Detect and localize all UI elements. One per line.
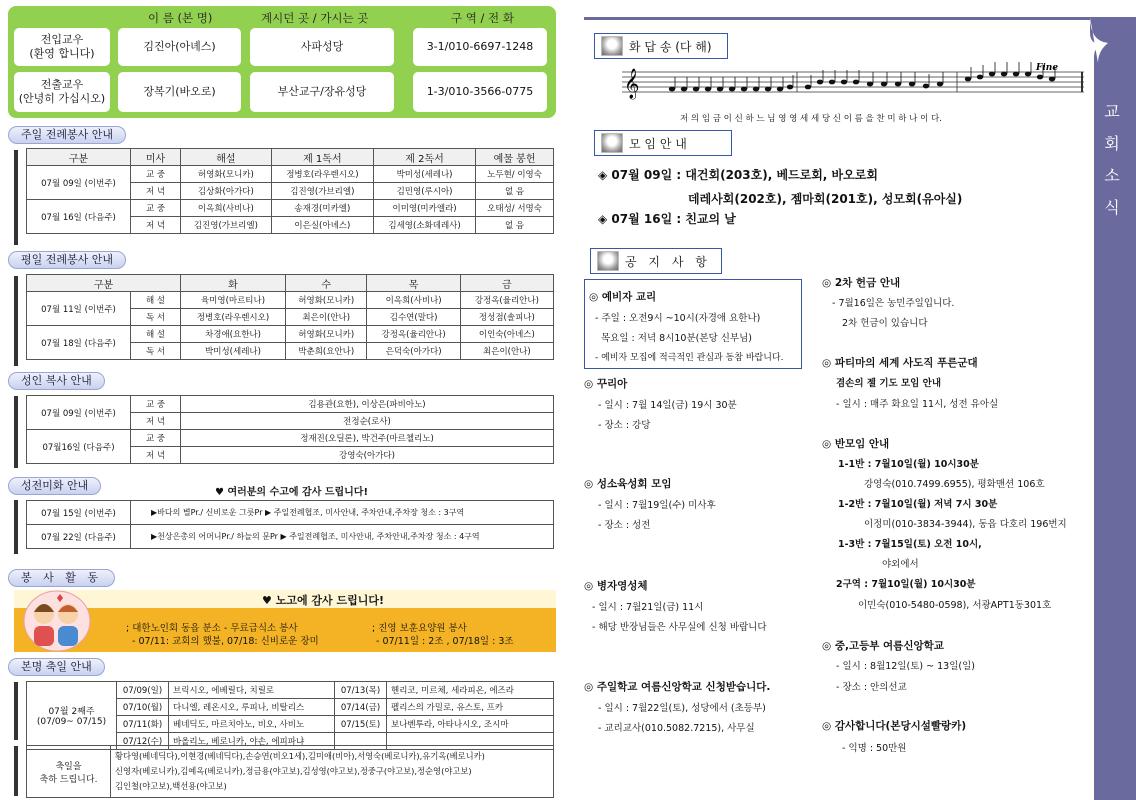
cell: 노두현/ 이영숙 xyxy=(476,166,554,183)
notice-line: - 일시 : 7월 14일(금) 19시 30분 xyxy=(598,400,737,411)
cell: 교 중 xyxy=(131,200,181,217)
cell: 박춘희(요안나) xyxy=(286,343,367,360)
notice-line: - 일시 : 7월19일(수) 미사후 xyxy=(598,500,716,511)
cell: 07월 22일 (다음주) xyxy=(27,525,131,549)
th: 해설 xyxy=(181,149,272,166)
sunday-title: 주일 전례봉사 안내 xyxy=(8,126,126,144)
note-head xyxy=(937,82,943,87)
cell: 07월 18일 (다음주) xyxy=(27,326,131,360)
cell: 김용관(요한), 이상은(파비아노) xyxy=(181,396,554,413)
notice-head: ◎ 꾸리아 xyxy=(584,378,628,390)
cell: 이옥희(사비나) xyxy=(181,200,272,217)
cell: 베네딕도, 마르치아노, 비오, 사비노 xyxy=(169,716,335,733)
divider xyxy=(14,500,18,554)
weekday-title: 평일 전례봉사 안내 xyxy=(8,251,126,269)
notice-line: 목요일 : 저녁 8시10분(본당 신부님) xyxy=(601,333,752,344)
cell: 해 설 xyxy=(131,292,181,309)
notice-line: - 예비자 모집에 적극적인 관심과 동참 바랍니다. xyxy=(595,353,784,363)
cell: 다니엘, 레온시오, 루피나, 비탈리스 xyxy=(169,699,335,716)
note-head xyxy=(717,87,723,92)
note-head xyxy=(1049,77,1055,82)
note-head xyxy=(909,82,915,87)
notice-line: - 7월16일은 농민주일입니다. xyxy=(832,298,955,309)
notice-line: 야외에서 xyxy=(882,559,919,570)
treble-clef-icon: 𝄞 xyxy=(624,69,640,99)
congrats-table xyxy=(26,745,554,798)
notice-line: - 장소 : 안의선교 xyxy=(836,682,907,693)
priest-icon xyxy=(601,36,623,56)
note-head xyxy=(693,87,699,92)
th: 예물 봉헌 xyxy=(476,149,554,166)
notice-line: - 일시 : 매주 화요일 11시, 성전 유아실 xyxy=(836,399,999,410)
notice-head: ◎ 병자영성체 xyxy=(584,580,648,592)
table-row xyxy=(27,525,554,549)
note-head xyxy=(705,87,711,92)
th: 금 xyxy=(460,275,553,292)
cell: 김진영(가브리엘) xyxy=(181,217,272,234)
notice-head: ◎ 파티마의 세계 사도직 푸른군대 xyxy=(822,357,978,369)
notice-tab xyxy=(590,248,722,274)
note-head xyxy=(681,87,687,92)
table-row xyxy=(27,682,554,699)
note-head xyxy=(753,87,759,92)
notice-line: 2차 헌금이 있습니다 xyxy=(842,318,928,329)
in-label: 전입교우 (환영 합니다) xyxy=(14,28,110,66)
notice-head: ◎ 성소육성회 모임 xyxy=(584,478,672,490)
transfer-box xyxy=(8,6,556,118)
clean-table xyxy=(26,500,554,549)
children-illustration-icon xyxy=(22,590,92,652)
notice-line: 이정미(010-3834-3944), 동읍 다호리 196번지 xyxy=(864,519,1067,530)
cell: 이은실(아녜스) xyxy=(271,217,373,234)
cell: 07월 11일 (이번주) xyxy=(27,292,131,326)
th: 수 xyxy=(286,275,367,292)
hymn-tab xyxy=(594,33,728,59)
cell: 이옥희(사비나) xyxy=(367,292,460,309)
cell: 펠리스의 가밀로, 유스토, 프카 xyxy=(387,699,554,716)
cell: 독 서 xyxy=(131,309,181,326)
cell: 이미영(미카엘라) xyxy=(373,200,475,217)
cell: 07월 15일 (이번주) xyxy=(27,501,131,525)
service-left-1: ; 대한노인회 동읍 분소 - 무료급식소 봉사 xyxy=(126,623,298,634)
cell: 없 음 xyxy=(476,217,554,234)
feast-names-line: 김인철(야고보),백선용(야고보) xyxy=(115,781,227,791)
in-contact: 3-1/010-6697-1248 xyxy=(413,28,547,66)
cell: 김세영(소화데레사) xyxy=(373,217,475,234)
th: 제 2독서 xyxy=(373,149,475,166)
th: 구분 xyxy=(27,275,181,292)
th: 구분 xyxy=(27,149,131,166)
note-head xyxy=(977,75,983,80)
cell: 07월 09일 (이번주) xyxy=(27,396,131,430)
cell: 차경애(요한나) xyxy=(181,326,286,343)
service-thanks: ♥ 노고에 감사 드립니다! xyxy=(262,594,384,607)
cell: 이인숙(아녜스) xyxy=(460,326,553,343)
feast-table xyxy=(26,681,554,750)
cell: 07/09(일) xyxy=(117,682,169,699)
note-head xyxy=(853,80,859,85)
feast-title: 본명 축일 안내 xyxy=(8,658,105,676)
note-head xyxy=(965,77,971,82)
vertical-char: 교 xyxy=(1104,102,1120,121)
cell: 저 녁 xyxy=(131,447,181,464)
vertical-char: 소 xyxy=(1104,166,1120,185)
note-head xyxy=(729,87,735,92)
service-left-2: - 07/11: 교회의 했불, 07/18: 신비로운 장미 xyxy=(132,636,319,647)
note-head xyxy=(817,80,823,85)
note-head xyxy=(841,80,847,85)
table-row xyxy=(27,430,554,447)
table-row xyxy=(27,292,554,309)
hymn-lyrics: 저 의 임 금 이 신 하 느 님 영 영 세 세 당 신 이 름 을 찬 미 하 나 이 다. xyxy=(680,114,942,124)
note-head xyxy=(881,82,887,87)
note-head xyxy=(1025,72,1031,77)
note-head xyxy=(989,72,995,77)
cell: 보나벤투라, 아타나시오, 조시마 xyxy=(387,716,554,733)
notice-line: 1-1반 : 7월10일(월) 10시30분 xyxy=(838,459,979,470)
notice-line: 겸손의 젤 기도 모임 안내 xyxy=(836,378,941,389)
table-row xyxy=(27,166,554,183)
service-right-1: ; 진영 보훈요양원 봉사 xyxy=(372,623,467,634)
service-box xyxy=(14,608,556,652)
notice-line: - 일시 : 7월21일(금) 11시 xyxy=(592,602,704,613)
note-head xyxy=(787,85,793,90)
meeting-title: 모 임 안 내 xyxy=(629,136,687,151)
notice-line: - 주일 : 오전9시 ~10시(자경애 요한나) xyxy=(595,313,761,324)
notice-head: ◎ 중,고등부 여름신앙학교 xyxy=(822,640,944,652)
cell: 전정순(로사) xyxy=(181,413,554,430)
notice-head: ◎ 예비자 교리 xyxy=(589,291,657,303)
meeting-line: ◈ 07월 16일 : 친교의 날 xyxy=(598,212,736,226)
fine-mark: Fine xyxy=(1036,63,1059,73)
feast-names-line: 황다영(베네딕다),이현경(베네딕다),손승연(비오1세),김미애(비아),서영숙(베로니카),유기옥(베로니카) xyxy=(115,751,485,761)
service-title: 봉 사 활 동 xyxy=(8,569,115,587)
in-place: 사파성당 xyxy=(250,28,394,66)
note-head xyxy=(1001,72,1007,77)
notice-head: ◎ 감사합니다(본당시설빨랑카) xyxy=(822,720,967,732)
cell: 육미영(마르티나) xyxy=(181,292,286,309)
note-head xyxy=(923,84,929,89)
notice-line: 1-3반 : 7월15일(토) 오전 10시, xyxy=(838,539,982,550)
cell: 교 중 xyxy=(131,396,181,413)
notice-head: ◎ 반모임 안내 xyxy=(822,438,890,450)
out-place: 부산교구/장유성당 xyxy=(250,72,394,112)
out-contact: 1-3/010-3566-0775 xyxy=(413,72,547,112)
note-head xyxy=(1013,72,1019,77)
notice-line: - 해당 반장님들은 사무실에 신청 바랍니다 xyxy=(592,622,767,633)
notice-line: - 장소 : 강당 xyxy=(598,420,651,431)
notice-line: 2구역 : 7월10일(월) 10시30분 xyxy=(836,579,976,590)
note-head xyxy=(1037,75,1043,80)
notice-line: - 장소 : 성전 xyxy=(598,520,651,531)
cell: 07/12(수) xyxy=(117,733,169,750)
catechumen-box xyxy=(584,279,802,369)
th: 미사 xyxy=(131,149,181,166)
note-head xyxy=(765,87,771,92)
cell: ▶바다의 별Pr./ 신비로운 그릇Pr ▶ 주일전례협조, 미사안내, 주차안내,주차장 청소 : 3구역 xyxy=(131,501,554,525)
service-right-2: - 07/11일 : 2조 , 07/18일 : 3조 xyxy=(376,636,514,647)
cell: 07월 09일 (이번주) xyxy=(27,166,131,200)
cell: 허영화(모니카) xyxy=(286,292,367,309)
notice-line: - 교리교사(010.5082.7215), 사무실 xyxy=(598,723,755,734)
cell: 바올리노, 베로니카, 야손, 에피파냐 xyxy=(169,733,335,750)
cell: 강정옥(율리안나) xyxy=(367,326,460,343)
cell: 07/10(월) xyxy=(117,699,169,716)
cell: 오태성/ 서명숙 xyxy=(476,200,554,217)
cell: 김민영(루시아) xyxy=(373,183,475,200)
out-label: 전출교우 (안녕히 가십시오) xyxy=(14,72,110,112)
cell: 해 설 xyxy=(131,326,181,343)
cell: 정병호(라우렌시오) xyxy=(271,166,373,183)
clean-title: 성전미화 안내 xyxy=(8,477,101,495)
cell: 정재진(오딜론), 박건주(마르첼리노) xyxy=(181,430,554,447)
cell: 강정옥(율리안나) xyxy=(460,292,553,309)
cell: 교 중 xyxy=(131,430,181,447)
cell: 교 중 xyxy=(131,166,181,183)
cell: 박미성(세레나) xyxy=(373,166,475,183)
cell: 최은이(안나) xyxy=(286,309,367,326)
table-row xyxy=(27,501,554,525)
cell: 저 녁 xyxy=(131,217,181,234)
meeting-line: ◈ 07월 09일 : 대건회(203호), 베드로회, 바오로회 xyxy=(598,168,878,182)
out-name: 장복기(바오로) xyxy=(118,72,241,112)
th: 제 1독서 xyxy=(271,149,373,166)
cell: 김수연(말다) xyxy=(367,309,460,326)
note-head xyxy=(777,87,783,92)
priest-icon xyxy=(597,251,619,271)
notice-head: ◎ 주일학교 여름신앙학교 신청받습니다. xyxy=(584,681,771,693)
cell: 최은이(안나) xyxy=(460,343,553,360)
cell: 07월 16일 (다음주) xyxy=(27,200,131,234)
th: 목 xyxy=(367,275,460,292)
table-row xyxy=(27,200,554,217)
cell: 강영숙(아가다) xyxy=(181,447,554,464)
cell: 독 서 xyxy=(131,343,181,360)
note-head xyxy=(867,82,873,87)
meeting-tab xyxy=(594,130,732,156)
top-rule xyxy=(584,17,1124,20)
cell: 정병호(라우렌시오) xyxy=(181,309,286,326)
cell: 송재경(미카엘) xyxy=(271,200,373,217)
cell: 브릭시오, 에베릴다, 치릴로 xyxy=(169,682,335,699)
priest-icon xyxy=(601,133,623,153)
note-head xyxy=(805,85,811,90)
col-contact-header: 구 역 / 전 화 xyxy=(451,11,514,25)
divider xyxy=(14,276,18,366)
cell: 07/11(화) xyxy=(117,716,169,733)
note-head xyxy=(669,87,675,92)
cell: 김상화(아가다) xyxy=(181,183,272,200)
note-head xyxy=(829,80,835,85)
cell: 07/13(목) xyxy=(335,682,387,699)
divider xyxy=(14,150,18,245)
cell: 김진영(가브리엘) xyxy=(271,183,373,200)
weekday-table xyxy=(26,274,554,360)
cell: 허영화(모니카) xyxy=(181,166,272,183)
th: 화 xyxy=(181,275,286,292)
cell: 07/15(토) xyxy=(335,716,387,733)
notice-line: 1-2반 : 7월10일(월) 저녁 7시 30분 xyxy=(838,499,998,510)
vertical-label xyxy=(1102,96,1122,224)
cell: 축일을 축하 드립니다. xyxy=(27,746,111,798)
hymn-title: 화 답 송 (다 해) xyxy=(629,39,712,54)
cell: 저 녁 xyxy=(131,183,181,200)
adult-table xyxy=(26,395,554,464)
notice-line: - 일시 : 7월22일(토), 성당에서 (초등부) xyxy=(598,703,766,714)
in-name: 김진아(아녜스) xyxy=(118,28,241,66)
feast-names-line: 신영자(베로니카),김예옥(베로니카),정금용(야고보),김성영(야고보),정중구(야고보),정순영(야고보) xyxy=(115,766,472,776)
cell: 헨리코, 미르체, 세라피온, 에즈라 xyxy=(387,682,554,699)
vertical-char: 회 xyxy=(1104,134,1120,153)
vertical-char: 식 xyxy=(1104,198,1120,217)
notice-title: 공 지 사 항 xyxy=(625,254,711,269)
cell: 07월16일 (다음주) xyxy=(27,430,131,464)
col-place-header: 계시던 곳 / 가시는 곳 xyxy=(261,11,369,25)
adult-title: 성인 복사 안내 xyxy=(8,372,105,390)
note-head xyxy=(741,87,747,92)
table-row xyxy=(27,396,554,413)
meeting-line: 데레사회(202호), 젬마회(201호), 성모회(유아실) xyxy=(688,192,963,206)
clean-thanks: ♥ 여러분의 수고에 감사 드립니다! xyxy=(215,487,369,498)
cell: 저 녁 xyxy=(131,413,181,430)
notice-head: ◎ 2차 헌금 안내 xyxy=(822,277,901,289)
music-staff xyxy=(622,62,1088,104)
notice-line: 이민숙(010-5480-0598), 서광APT1동301호 xyxy=(858,600,1052,611)
cell: 은덕숙(아가다) xyxy=(367,343,460,360)
col-name-header: 이 름 (본 명) xyxy=(148,11,213,25)
cell: 정성점(솔피나) xyxy=(460,309,553,326)
cell: ▶천상은총의 어머니Pr./ 하늘의 문Pr ▶ 주일전례협조, 미사안내, 주차안내,주차장 청소 : 4구역 xyxy=(131,525,554,549)
sunday-table xyxy=(26,148,554,234)
divider xyxy=(14,682,18,740)
notice-line: 강영숙(010.7499.6955), 평화맨션 106호 xyxy=(864,479,1045,490)
table-row xyxy=(27,326,554,343)
table-row xyxy=(27,746,554,798)
cell: 07월 2째주 (07/09~ 07/15) xyxy=(27,682,117,750)
cell: 박미성(세레나) xyxy=(181,343,286,360)
notice-line: - 일시 : 8월12일(토) ~ 13일(일) xyxy=(836,661,975,672)
cell: 없 음 xyxy=(476,183,554,200)
cell: 허영화(모니카) xyxy=(286,326,367,343)
notice-line: - 익명 : 50만원 xyxy=(842,743,907,754)
divider xyxy=(14,396,18,468)
note-head xyxy=(895,82,901,87)
cell: 07/14(금) xyxy=(335,699,387,716)
divider xyxy=(14,746,18,796)
